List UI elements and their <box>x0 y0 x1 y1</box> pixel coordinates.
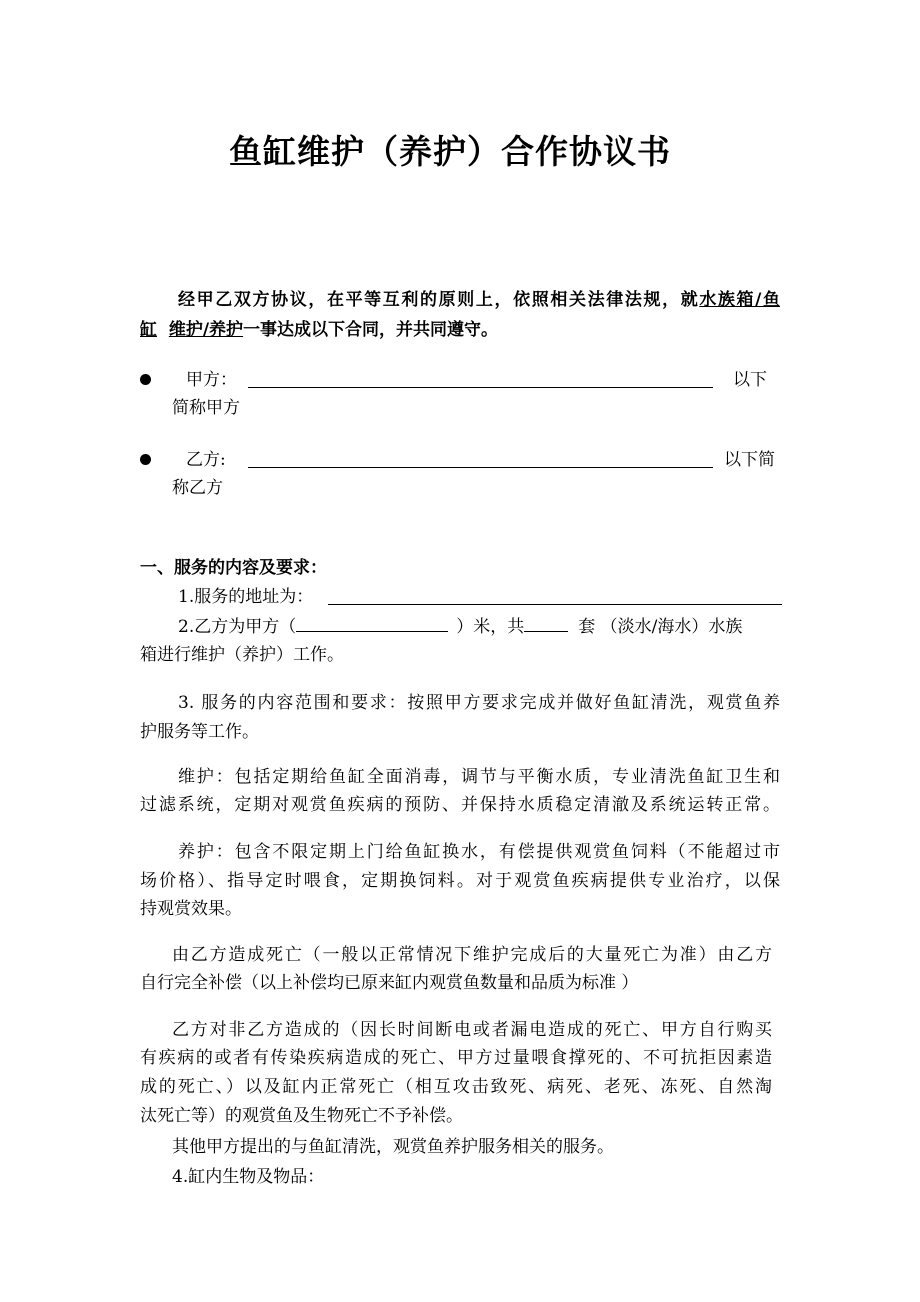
other-services: 其他甲方提出的与鱼缸清洗，观赏鱼养护服务相关的服务。 <box>172 1137 614 1157</box>
item-3-line: 护服务等工作。 <box>140 722 259 742</box>
intro-text-end: 一事达成以下合同，并共同遵守。 <box>243 320 499 340</box>
intro-line-1 <box>178 289 780 311</box>
section-heading: 一、服务的内容及要求： <box>140 558 327 578</box>
intro-text: 经甲乙双方协议，在平等互利的原则上，依照相关法律法规，就 <box>178 290 700 310</box>
item-4-label: 4.缸内生物及物品： <box>172 1167 325 1187</box>
exclusion-line: 有疾病的或者有传染疾病造成的死亡、甲方过量喂食撑死的、不可抗拒因素造 <box>140 1048 772 1068</box>
maintenance-line: 维护：包括定期给鱼缸全面消毒，调节与平衡水质，专业清洗鱼缸卫生和 <box>178 767 780 787</box>
page-title: 鱼缸维护（养护）合作协议书 <box>229 132 671 171</box>
care-line: 养护：包含不限定期上门给鱼缸换水，有偿提供观赏鱼饲料（不能超过市 <box>178 842 780 862</box>
exclusion-line: 成的死亡、）以及缸内正常死亡（相互攻击致死、病死、老死、冻死、自然淘 <box>140 1077 772 1097</box>
care-line: 持观赏效果。 <box>140 899 242 919</box>
intro-line-2 <box>140 319 498 341</box>
party-a-field[interactable] <box>248 365 713 388</box>
party-b-label: 乙方: <box>186 450 226 470</box>
party-b-field[interactable] <box>248 445 713 468</box>
service-address-field[interactable] <box>328 582 782 605</box>
party-b-suffix-cont: 称乙方 <box>172 478 223 498</box>
intro-underlined-subject-cont: 缸 <box>140 320 157 340</box>
item-3-line: 3. 服务的内容范围和要求：按照甲方要求完成并做好鱼缸清洗，观赏鱼养 <box>178 693 780 713</box>
intro-underlined-service: 维护/养护 <box>168 320 244 340</box>
compensation-line: 自行完全补偿（以上补偿均已原来缸内观赏鱼数量和品质为标准 ） <box>140 973 639 993</box>
maintenance-line: 过滤系统，定期对观赏鱼疾病的预防、并保持水质稳定清澈及系统运转正常。 <box>140 795 780 815</box>
item-2-text: 2.乙方为甲方（ <box>178 617 297 637</box>
party-a-suffix: 以下 <box>733 370 767 390</box>
item-2-line-1 <box>178 615 742 637</box>
party-a-label: 甲方： <box>186 370 237 390</box>
set-count-field[interactable] <box>524 615 568 632</box>
item-2-line-2: 箱进行维护（养护）工作。 <box>140 645 344 665</box>
exclusion-line: 乙方对非乙方造成的（因长时间断电或者漏电造成的死亡、甲方自行购买 <box>172 1020 772 1040</box>
item-2-text: ）米，共 <box>456 617 525 637</box>
bullet-icon <box>140 374 151 385</box>
intro-underlined-subject: 水族箱/鱼 <box>699 290 780 310</box>
exclusion-line: 汰死亡等）的观赏鱼及生物死亡不予补偿。 <box>140 1106 463 1126</box>
party-b-suffix: 以下简 <box>724 450 775 470</box>
item-2-text: 套 （淡水/海水）水族 <box>578 617 743 637</box>
care-line: 场价格）、指导定时喂食，定期换饲料。对于观赏鱼疾病提供专业治疗，以保 <box>140 871 780 891</box>
bullet-icon <box>140 454 151 465</box>
party-a-suffix-cont: 简称甲方 <box>172 398 240 418</box>
item-1-label: 1.服务的地址为： <box>178 587 314 607</box>
size-field[interactable] <box>296 615 448 632</box>
compensation-line: 由乙方造成死亡（一般以正常情况下维护完成后的大量死亡为准）由乙方 <box>172 945 772 965</box>
